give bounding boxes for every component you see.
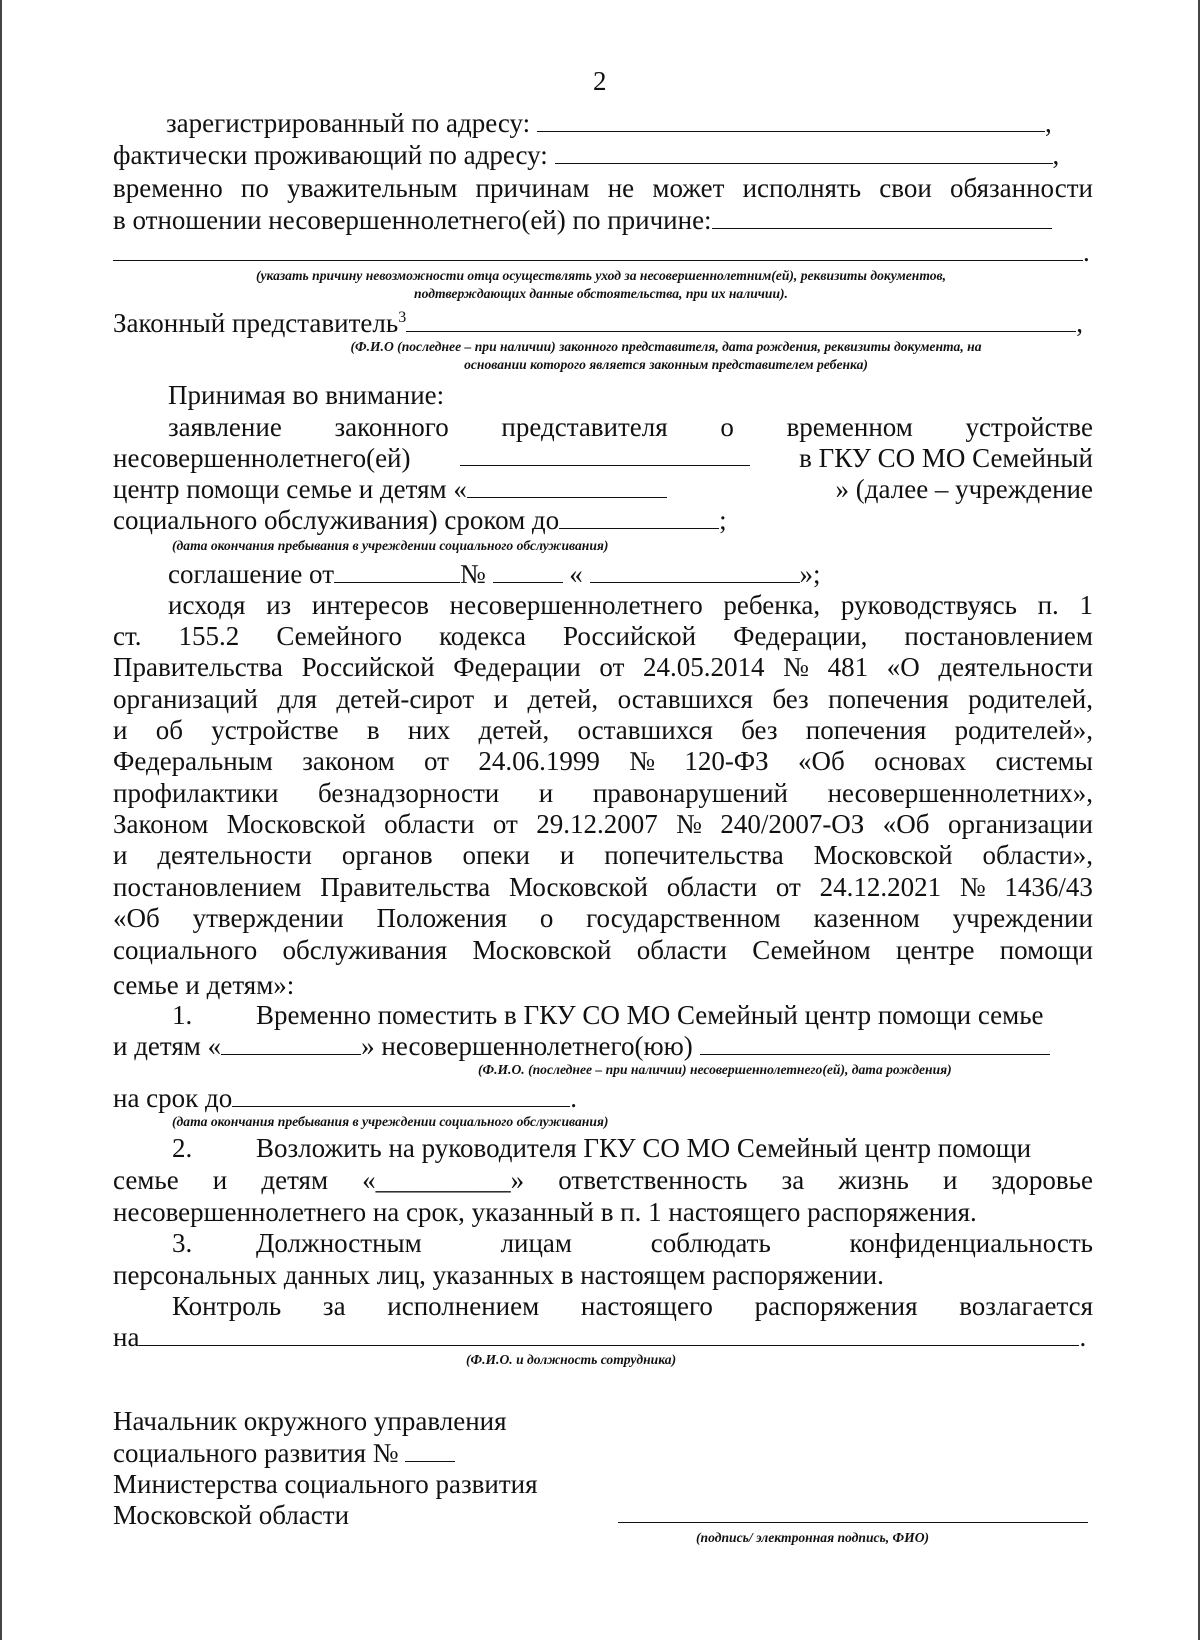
word: временном (786, 412, 913, 442)
word: Семейном (752, 935, 871, 965)
word: «__________» (362, 1165, 525, 1195)
item-3-number: 3. (172, 1228, 193, 1258)
item-1-number: 1. (172, 1000, 193, 1030)
word: и (942, 1165, 958, 1195)
word: безнадзорности (318, 778, 500, 808)
word: детей, (527, 684, 599, 714)
reason-label: в отношении несовершеннолетнего(ей) по причине: (113, 205, 712, 235)
word: постановлением (904, 621, 1093, 651)
word: утверждении (192, 903, 344, 933)
word: распоряжения (754, 1291, 918, 1321)
word: Московской (508, 872, 648, 902)
word: Контроль (172, 1291, 282, 1321)
word: Московской (472, 935, 612, 965)
signature-title-2 (113, 1438, 455, 1468)
word: 155.2 (178, 621, 240, 651)
body-line (113, 903, 1093, 933)
word: попечения (828, 684, 949, 714)
dept-number-blank (405, 1439, 455, 1462)
word: области (636, 935, 728, 965)
rep-note-1: (Ф.И.О (последнее – при наличии) законного представителя, дата рождения, реквизиты документа, на (350, 339, 982, 354)
word: из (266, 590, 292, 620)
body-line (113, 778, 1093, 808)
word: обслуживания (282, 935, 448, 965)
responsible-blank (139, 1323, 1079, 1346)
word: представителя (501, 412, 668, 442)
signature-title-1: Начальник окружного управления (113, 1406, 507, 1436)
stmt-center: центр помощи семье и детям « (113, 474, 467, 504)
word: Законом (113, 809, 209, 839)
control-line-2 (113, 1322, 1086, 1352)
word: области (666, 872, 758, 902)
word: профилактики (113, 778, 279, 808)
item-2-number: 2. (172, 1133, 193, 1163)
word: помощи (999, 935, 1093, 965)
word: Правительства (320, 872, 491, 902)
word: причинам (475, 173, 590, 203)
word: ст. (113, 621, 142, 651)
word: Московской (813, 840, 953, 870)
agreement-label: соглашение от (168, 559, 334, 589)
punct: ; (719, 505, 727, 535)
word: жизнь (838, 1165, 909, 1195)
term-line (113, 1083, 577, 1113)
word: «О (886, 652, 920, 682)
word: Московской (226, 809, 366, 839)
word: попечения (805, 715, 927, 745)
actual-label: фактически проживающий по адресу: (113, 140, 548, 170)
statement-line-3 (113, 474, 1093, 504)
word: интересов (311, 590, 429, 620)
minor-name-blank (460, 443, 750, 466)
center-name-blank (467, 475, 667, 498)
word: и (212, 1165, 228, 1195)
word: 240/2007-ОЗ (720, 809, 865, 839)
registered-blank (537, 109, 1045, 132)
word: № (629, 746, 655, 776)
word: Федеральным (113, 746, 273, 776)
word: основах (874, 746, 967, 776)
word: в (366, 715, 380, 745)
word: Федерации, (733, 621, 868, 651)
quote-open: « (569, 559, 583, 589)
term-date-blank (232, 1084, 570, 1107)
item-3-line-2: персональных данных лиц, указанных в настоящем распоряжении. (113, 1260, 884, 1290)
word: № (783, 652, 809, 682)
word: п. (1037, 590, 1059, 620)
actual-line: фактически проживающий по адресу: , (113, 140, 1060, 170)
signature-title-4: Московской области (113, 1500, 350, 1530)
word: заявление (168, 412, 282, 442)
punct: . (570, 1083, 578, 1113)
body-line (168, 590, 1093, 620)
registered-line: зарегистрированный по адресу: , (166, 108, 1052, 138)
word: без (772, 684, 809, 714)
word: без (741, 715, 778, 745)
word: семье (113, 1165, 179, 1195)
stmt-hereinafter: » (далее – учреждение (835, 474, 1093, 504)
word: деятельности (938, 652, 1093, 682)
quote-close: »; (799, 559, 821, 589)
word: за (781, 1165, 805, 1195)
rep-label: Законный представитель (113, 308, 399, 338)
word: 1436/43 (1004, 872, 1093, 902)
word: законного (334, 412, 449, 442)
word: организаций (113, 684, 258, 714)
reason-blank-2 (113, 238, 1083, 261)
word: Федерации (453, 652, 581, 682)
word: уважительным (287, 173, 458, 203)
page-number: 2 (593, 66, 607, 96)
word: Правительства (113, 652, 283, 682)
signature-line (618, 1522, 1088, 1523)
punct: . (1079, 1322, 1087, 1352)
term-blank (559, 506, 719, 529)
word: устройстве (965, 412, 1093, 442)
body-line (113, 746, 1093, 776)
body-line (113, 652, 1093, 682)
body-line (113, 809, 1093, 839)
word: 120-ФЗ (684, 746, 769, 776)
page-left-edge (0, 0, 2, 1640)
body-line (113, 621, 1093, 651)
signature-note: (подпись/ электронная подпись, ФИО) (696, 1530, 930, 1545)
statement-line-4 (113, 505, 727, 535)
word: настоящего (580, 1291, 713, 1321)
footnote-ref: 3 (398, 309, 407, 326)
rep-blank (406, 309, 1076, 332)
taking-into-account: Принимая во внимание: (168, 380, 445, 410)
temporarily-line (113, 173, 1093, 203)
word: свои (879, 173, 932, 203)
word: для (277, 684, 317, 714)
word: центре (895, 935, 975, 965)
word: «Об (882, 809, 930, 839)
word: них (407, 715, 451, 745)
reason-note-2: подтверждающих данные обстоятельства, при их наличии). (414, 286, 788, 301)
word: № (676, 809, 702, 839)
word: по (240, 173, 269, 203)
stmt-institution: в ГКУ СО МО Семейный (799, 443, 1093, 473)
word: от (775, 872, 801, 902)
word: и (113, 840, 128, 870)
body-line (113, 935, 1093, 965)
word: учреждении (952, 903, 1093, 933)
word: органов (341, 840, 433, 870)
word: может (652, 173, 725, 203)
word: несовершеннолетних», (827, 778, 1093, 808)
word: законом (302, 746, 395, 776)
item1-children: и детям « (113, 1031, 222, 1061)
word: «Об (798, 746, 845, 776)
registered-label: зарегистрированный по адресу: (166, 108, 531, 138)
item-2-line-3: несовершеннолетнего на срок, указанный в п. 1 настоящего распоряжения. (113, 1197, 977, 1227)
word: и (538, 778, 554, 808)
word: государственном (586, 903, 781, 933)
sig-dept: социального развития № (113, 1438, 399, 1468)
word: родителей, (968, 684, 1093, 714)
word: детей, (478, 715, 550, 745)
item1-center-blank (221, 1032, 361, 1055)
item1-minor: » несовершеннолетнего(юю) (361, 1031, 693, 1061)
word: 24.06.1999 (478, 746, 600, 776)
word: от (424, 746, 449, 776)
word: конфиденциальность (849, 1228, 1093, 1258)
word: социального (113, 935, 258, 965)
statement-line-2 (113, 443, 1093, 473)
word: 29.12.2007 (536, 809, 658, 839)
word: постановлением (113, 872, 302, 902)
word: исполнять (742, 173, 862, 203)
word: здоровье (991, 1165, 1093, 1195)
word: 24.12.2021 (819, 872, 942, 902)
signature-title-3: Министерства социального развития (113, 1469, 538, 1499)
word: оставшихся (617, 684, 753, 714)
word: деятельности (157, 840, 312, 870)
rep-note-2: основании которого является законным представителем ребенка) (464, 357, 868, 372)
word: № (959, 872, 986, 902)
word: и (113, 715, 128, 745)
item-2-text: Возложить на руководителя ГКУ СО МО Семейный центр помощи (256, 1133, 1032, 1163)
body-line (113, 684, 1093, 714)
control-note: (Ф.И.О. и должность сотрудника) (466, 1352, 677, 1367)
word: 1 (1079, 590, 1093, 620)
word: детям (261, 1165, 329, 1195)
word: Должностным (256, 1228, 422, 1258)
item-1-line-2 (113, 1031, 1050, 1061)
word: организации (947, 809, 1093, 839)
actual-blank (555, 141, 1053, 164)
word: области», (982, 840, 1093, 870)
word: Российской (563, 621, 697, 651)
word: области (384, 809, 475, 839)
stmt-term: социального обслуживания) сроком до (113, 505, 560, 535)
word: о (539, 903, 554, 933)
statement-line-1 (168, 412, 1093, 442)
word: казенном (813, 903, 920, 933)
word: и (493, 684, 509, 714)
word: возлагается (959, 1291, 1093, 1321)
word: обязанности (950, 173, 1093, 203)
word: системы (995, 746, 1093, 776)
reason-continuation: . (113, 237, 1090, 267)
word: ребенка, (723, 590, 821, 620)
word: опеки (462, 840, 530, 870)
term-label: на срок до (113, 1083, 233, 1113)
word: «Об (113, 903, 160, 933)
word: Российской (301, 652, 435, 682)
word: за (322, 1291, 346, 1321)
reason-note-1: (указать причину невозможности отца осуществлять уход за несовершеннолетним(ей), реквизиты документов, (255, 268, 947, 283)
control-on: на (113, 1322, 140, 1352)
word: родителей», (954, 715, 1093, 745)
word: ответственность (558, 1165, 748, 1195)
body-line (113, 715, 1093, 745)
word: несовершеннолетнего (449, 590, 703, 620)
item-2-line-2 (113, 1165, 1093, 1195)
word: и (559, 840, 575, 870)
word: об (155, 715, 183, 745)
word: Положения (376, 903, 508, 933)
item-3-line-1 (256, 1228, 1093, 1258)
word: 24.05.2014 (643, 652, 765, 682)
term-note: (дата окончания пребывания в учреждении социального обслуживания) (172, 1114, 609, 1129)
word: устройстве (211, 715, 339, 745)
agreement-date-blank (334, 560, 460, 583)
word: правонарушений (592, 778, 789, 808)
reason-blank (712, 206, 1052, 229)
item-1-text: Временно поместить в ГКУ СО МО Семейный центр помощи семье (256, 1000, 1044, 1030)
body-line (113, 840, 1093, 870)
word: кодекса (439, 621, 526, 651)
word: о (720, 412, 734, 442)
agreement-number-blank (493, 560, 563, 583)
word: руководствуясь (840, 590, 1017, 620)
word: не (607, 173, 635, 203)
reason-line (113, 205, 1052, 235)
word: попечительства (604, 840, 784, 870)
stay-note: (дата окончания пребывания в учреждении социального обслуживания) (172, 538, 609, 553)
rep-line: Законный представитель$^3$ , (113, 308, 1083, 338)
word: от (599, 652, 625, 682)
child-name-blank (700, 1032, 1050, 1055)
word: исходя (168, 590, 246, 620)
word: детей-сирот (336, 684, 475, 714)
number-sign: № (460, 559, 486, 589)
body-line (113, 872, 1093, 902)
word: Семейного (276, 621, 403, 651)
body-last-line: семье и детям»: (113, 970, 295, 1000)
word: исполнением (387, 1291, 540, 1321)
word: временно (113, 173, 223, 203)
control-line-1 (172, 1291, 1093, 1321)
stmt-minor: несовершеннолетнего(ей) (113, 443, 411, 473)
word: лицам (500, 1228, 573, 1258)
word: 481 (827, 652, 869, 682)
word: от (492, 809, 518, 839)
word: соблюдать (650, 1228, 771, 1258)
agreement-line (168, 559, 821, 589)
agreement-name-blank (590, 560, 800, 583)
word: оставшихся (577, 715, 713, 745)
child-note: (Ф.И.О. (последнее – при наличии) несовершеннолетнего(ей), дата рождения) (478, 1062, 952, 1077)
